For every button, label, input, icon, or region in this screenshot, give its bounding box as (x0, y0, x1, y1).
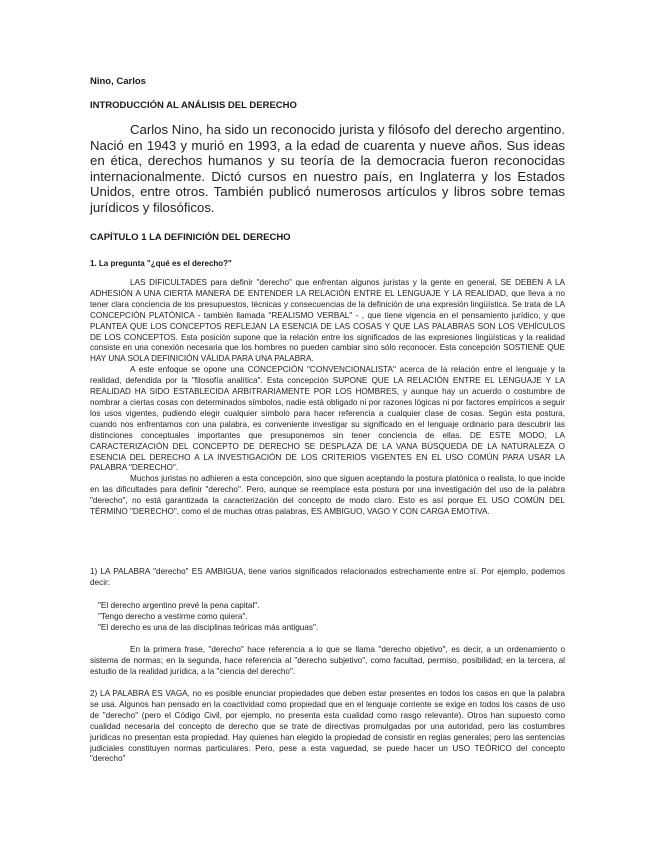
example-quote: "Tengo derecho a vestirme como quiera". (98, 612, 248, 621)
paragraph-platonic: LAS DIFICULTADES para definir "derecho" que enfrentan algunos juristas y la gente en general, SE DEBEN A LA ADHESIÓN A UNA CIERTA MANERA DE ENTENDER LA RELACIÓN ENTRE EL LENGUAJE Y LA REALIDAD, que lleva a no tener clara conciencia de los presupuestos, técnicas y consecuencias de la definición de una expresión lingüística. Se trata de LA CONCEPCIÓN PLATÓNICA - también llamada "REALISMO VERBAL" - , que tiene vigencia en el pensamiento jurídico, y que PLANTEA QUE LOS CONCEPTOS REFLEJAN LA ESENCIA DE LAS COSAS Y QUE LAS PALABRAS SON LOS VEHÍCULOS DE LOS CONCEPTOS. Esta posición supone que la relación entre los significados de las expresiones lingüísticas y la realidad consiste en una conexión necesaria que los hombres no pueden cambiar sino sólo reconocer. Esta concepción SOSTIENE QUE HAY UNA SOLA DEFINICIÓN VÁLIDA PARA UNA PALABRA. (90, 278, 565, 364)
document-title: INTRODUCCIÓN AL ANÁLISIS DEL DERECHO (90, 100, 297, 111)
author-intro-paragraph: Carlos Nino, ha sido un reconocido jurista y filósofo del derecho argentino. Nació en 1943 y murió en 1993, a la edad de cuarenta y nueve años. Sus ideas en ética, derechos humanos y su teoría de la democracia fueron reconocidas internacionalmente. Dictó cursos en nuestro país, en Inglaterra y los Estados Unidos, entre otros. También publicó numerosos artículos y libros sobre temas jurídicos y filosóficos. (90, 122, 565, 215)
body-paragraphs (90, 278, 565, 518)
chapter-heading: CAPÍTULO 1 LA DEFINICIÓN DEL DERECHO (90, 232, 291, 243)
example-quotes (90, 600, 565, 633)
ambiguity-explanation: En la primera frase, "derecho" hace referencia a lo que se llama "derecho objetivo", es decir, a un ordenamiento o sistema de normas; en la segunda, hace referencia al "derecho subjetivo", como facultad, permiso, posibilidad; en la tercera, al estudio de la realidad jurídica, a la "ciencia del derecho". (90, 645, 565, 676)
paragraph-conventionalist: A este enfoque se opone una CONCEPCIÓN "CONVENCIONALISTA" acerca de la relación entre el lenguaje y la realidad, defendida por la "filosofía analítica". Esta concepción SUPONE QUE LA RELACIÓN ENTRE EL LENGUAJE Y LA REALIDAD HA SIDO ESTABLECIDA ARBITRARIAMENTE POR LOS HOMBRES, y aunque hay un acuerdo o costumbre de nombrar a ciertas cosas con determinados símbolos, nadie está obligado ni por razones lógicas ni por factores empíricos a seguir los usos vigentes, pudiendo elegir cualquier símbolo para hacer referencia a cualquier clase de cosas. Según esta postura, cuando nos enfrentamos con una palabra, es conveniente investigar su significado en el lenguaje ordinario para descubrir las distinciones conceptuales importantes que presuponemos sin tener conciencia de ellas. DE ESTE MODO, LA CARACTERIZACIÓN DEL CONCEPTO DE DERECHO SE DESPLAZA DE LA VANA BÚSQUEDA DE LA NATURALEZA O ESENCIA DEL DERECHO A LA INVESTIGACIÓN DE LOS CRITERIOS VIGENTES EN EL USO COMÚN PARA USAR LA PALABRA "DERECHO". (90, 365, 565, 473)
example-quote: "El derecho es una de las disciplinas teóricas más antiguas". (98, 623, 319, 632)
section-heading: 1. La pregunta "¿qué es el derecho?" (90, 259, 232, 268)
paragraph-common-use: Muchos juristas no adhieren a esta concepción, sino que siguen aceptando la postura platónica o realista, lo que incide en las dificultades para definir "derecho". Pero, aunque se reemplace esta postura por una investigación del uso de la palabra "derecho", no está garantizada la caracterización del concepto de modo claro. Esto es así porque EL USO COMÚN DEL TÉRMINO "DERECHO", como el de muchas otras palabras, ES AMBIGUO, VAGO Y CON CARGA EMOTIVA. (90, 474, 565, 517)
author-name: Nino, Carlos (90, 76, 146, 87)
vagueness-paragraph: 2) LA PALABRA ES VAGA, no es posible enunciar propiedades que deben estar presentes en todos los casos en que la palabra se usa. Algunos han pensado en la coactividad como propiedad que en el lenguaje corriente se exige en todos los casos de uso de "derecho" (pero el Código Civil, por ejemplo, no presenta esta cualidad como rasgo relevante). Otros han supuesto como cualidad necesaria del concepto de derecho que se trate de directivas promulgadas por una autoridad, pero las costumbres jurídicas no presentan esta propiedad. Hay quienes han elegido la propiedad de consistir en reglas generales; pero las sentencias judiciales constituyen normas particulares. Pero, pese a esta vaguedad, se puede hacer un USO TEÓRICO del concepto "derecho" (90, 689, 565, 764)
example-quote: "El derecho argentino prevé la pena capital". (98, 601, 260, 610)
ambiguity-intro: 1) LA PALABRA "derecho" ES AMBIGUA, tiene varios significados relacionados estrechamente entre sí. Por ejemplo, podemos decir: (90, 567, 565, 587)
